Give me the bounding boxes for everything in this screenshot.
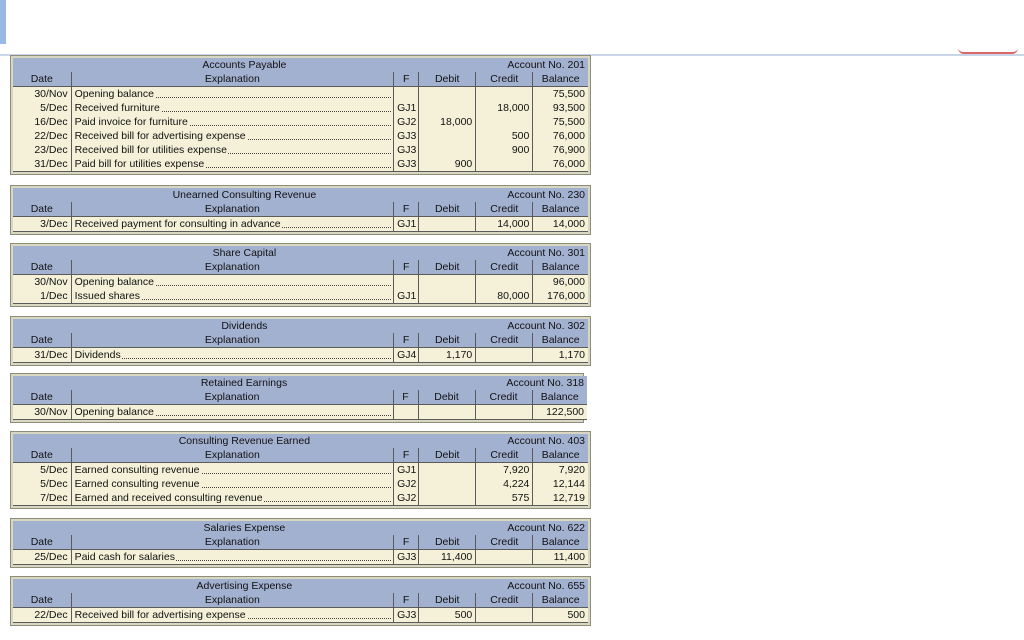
folio-cell	[393, 405, 418, 420]
explanation-text: Earned and received consulting revenue	[74, 492, 263, 504]
column-header-date: Date	[13, 72, 71, 87]
column-header-date: Date	[13, 202, 71, 217]
ledger-row	[13, 275, 588, 290]
column-header-balance: Balance	[533, 593, 588, 608]
ledger-row	[13, 348, 588, 363]
explanation-cell	[71, 405, 393, 420]
credit-cell: 900	[476, 143, 533, 157]
balance-cell: 1,170	[533, 348, 588, 363]
explanation-text: Paid invoice for furniture	[74, 116, 188, 128]
balance-cell: 12,144	[552, 478, 585, 490]
balance-cell: 75,500	[552, 116, 585, 128]
explanation-cell	[71, 348, 394, 363]
explanation-cell	[71, 143, 394, 157]
date-cell: 23/Dec	[13, 143, 71, 157]
balance-cell: 176,000	[533, 289, 588, 304]
explanation-text: Received bill for advertising expense	[74, 130, 246, 142]
balance-cell: 122,500	[532, 405, 587, 420]
date-cell: 7/Dec	[13, 491, 71, 506]
column-header-date: Date	[13, 333, 71, 348]
folio-cell: GJ3	[394, 608, 419, 623]
date-cell: 5/Dec	[13, 477, 71, 491]
column-header-explanation: Explanation	[71, 202, 394, 217]
explanation-cell	[71, 87, 394, 102]
folio-cell: GJ2	[394, 115, 419, 129]
folio-cell: GJ4	[394, 348, 419, 363]
explanation-cell	[71, 491, 394, 506]
ledger-title: Salaries Expense	[13, 521, 476, 535]
debit-cell	[418, 405, 475, 420]
column-header-debit: Debit	[419, 333, 476, 348]
explanation-cell	[71, 217, 394, 232]
credit-cell	[476, 348, 533, 363]
column-header-f: F	[393, 390, 418, 405]
credit-cell	[476, 608, 533, 623]
folio-cell: GJ3	[394, 143, 419, 157]
ledger-row	[13, 491, 588, 506]
debit-cell	[419, 275, 476, 290]
explanation-cell	[71, 608, 394, 623]
account-number: Account No. 302	[476, 319, 588, 333]
explanation-text: Received bill for utilities expense	[74, 144, 227, 156]
column-header-date: Date	[13, 448, 71, 463]
date-cell: 30/Nov	[13, 405, 71, 420]
date-cell: 31/Dec	[13, 348, 71, 363]
column-header-explanation: Explanation	[71, 448, 394, 463]
ledger-row	[13, 129, 588, 143]
ledger-consulting-revenue-earned	[10, 431, 591, 509]
date-cell: 25/Dec	[13, 550, 71, 565]
column-header-debit: Debit	[419, 202, 476, 217]
column-header-credit: Credit	[475, 390, 532, 405]
date-cell: 5/Dec	[13, 463, 71, 478]
credit-cell	[476, 87, 533, 102]
folio-cell: GJ1	[394, 463, 419, 478]
folio-cell	[394, 87, 419, 102]
column-header-debit: Debit	[418, 390, 475, 405]
account-number: Account No. 201	[476, 58, 588, 72]
ledger-row	[13, 217, 588, 232]
explanation-text: Earned consulting revenue	[74, 464, 200, 476]
column-header-balance: Balance	[533, 333, 588, 348]
debit-cell: 900	[419, 157, 476, 172]
ledger-row	[13, 87, 588, 102]
date-cell: 22/Dec	[13, 129, 71, 143]
ledger-row	[13, 101, 588, 115]
column-header-explanation: Explanation	[71, 333, 394, 348]
ledger-row	[13, 463, 588, 478]
account-number: Account No. 230	[476, 188, 588, 202]
column-header-credit: Credit	[476, 333, 533, 348]
column-header-credit: Credit	[476, 72, 533, 87]
ledger-row	[13, 608, 588, 623]
ledger-accounts-payable	[10, 55, 591, 175]
column-header-explanation: Explanation	[71, 535, 394, 550]
debit-cell	[419, 143, 476, 157]
column-header-balance: Balance	[533, 202, 588, 217]
column-header-explanation: Explanation	[71, 390, 393, 405]
debit-cell	[419, 463, 476, 478]
date-cell: 16/Dec	[13, 115, 71, 129]
column-header-explanation: Explanation	[71, 593, 394, 608]
balance-cell: 12,719	[533, 491, 588, 506]
column-header-debit: Debit	[419, 72, 476, 87]
balance-cell: 14,000	[533, 217, 588, 232]
column-header-debit: Debit	[419, 448, 476, 463]
ledger-row	[13, 289, 588, 304]
balance-cell: 93,500	[552, 102, 585, 114]
date-cell: 22/Dec	[13, 608, 71, 623]
credit-cell	[475, 405, 532, 420]
ledger-table	[13, 188, 588, 232]
column-header-date: Date	[13, 593, 71, 608]
debit-cell: 500	[419, 608, 476, 623]
explanation-cell	[71, 129, 394, 143]
column-header-date: Date	[13, 535, 71, 550]
column-header-explanation: Explanation	[71, 260, 394, 275]
date-cell: 30/Nov	[13, 275, 71, 290]
balance-cell: 75,500	[552, 88, 585, 100]
account-number: Account No. 622	[476, 521, 588, 535]
balance-cell: 7,920	[558, 464, 585, 476]
ledger-table	[13, 246, 588, 304]
debit-cell	[419, 491, 476, 506]
explanation-text: Received furniture	[74, 102, 160, 114]
ledger-table	[13, 521, 588, 565]
explanation-text: Paid bill for utilities expense	[74, 158, 205, 170]
credit-cell: 7,920	[476, 463, 533, 478]
folio-cell: GJ3	[394, 550, 419, 565]
ledger-table	[13, 579, 588, 623]
column-header-explanation: Explanation	[71, 72, 394, 87]
explanation-cell	[71, 275, 394, 290]
credit-cell: 575	[476, 491, 533, 506]
explanation-cell	[71, 115, 394, 129]
credit-cell: 4,224	[476, 477, 533, 491]
ledger-title: Unearned Consulting Revenue	[13, 188, 476, 202]
debit-cell: 1,170	[419, 348, 476, 363]
explanation-text: Opening balance	[74, 88, 154, 100]
column-header-debit: Debit	[419, 593, 476, 608]
explanation-text: Opening balance	[74, 406, 154, 418]
balance-cell: 11,400	[533, 550, 588, 565]
credit-cell: 14,000	[476, 217, 533, 232]
ledger-unearned-consulting-revenue	[10, 185, 591, 235]
column-header-f: F	[394, 260, 419, 275]
credit-cell: 80,000	[476, 289, 533, 304]
date-cell: 31/Dec	[13, 157, 71, 172]
explanation-text: Paid cash for salaries	[74, 551, 175, 563]
credit-cell	[476, 275, 533, 290]
debit-cell: 18,000	[419, 115, 476, 129]
folio-cell: GJ2	[394, 477, 419, 491]
folio-cell: GJ2	[394, 491, 419, 506]
balance-cell: 76,000	[552, 130, 585, 142]
explanation-cell	[71, 157, 394, 172]
ledger-table	[13, 58, 588, 172]
date-cell: 30/Nov	[13, 87, 71, 102]
folio-cell: GJ1	[394, 101, 419, 115]
explanation-cell	[71, 101, 394, 115]
account-number: Account No. 655	[476, 579, 588, 593]
ledger-advertising-expense	[10, 576, 591, 626]
column-header-credit: Credit	[476, 202, 533, 217]
explanation-text: Dividends	[74, 349, 121, 361]
column-header-f: F	[394, 448, 419, 463]
debit-cell	[419, 87, 476, 102]
ledger-table	[13, 376, 587, 420]
ledger-row	[13, 405, 587, 420]
ledger-row	[13, 143, 588, 157]
column-header-f: F	[394, 202, 419, 217]
column-header-date: Date	[13, 390, 71, 405]
ledger-row	[13, 550, 588, 565]
folio-cell: GJ3	[394, 157, 419, 172]
credit-cell	[476, 550, 533, 565]
column-header-balance: Balance	[532, 390, 587, 405]
balance-cell: 500	[533, 608, 588, 623]
ledger-table	[13, 319, 588, 363]
column-header-f: F	[394, 535, 419, 550]
column-header-f: F	[394, 593, 419, 608]
ledger-title: Dividends	[13, 319, 476, 333]
top-bar	[0, 0, 1024, 56]
tab-indicator	[958, 44, 1018, 54]
debit-cell	[419, 101, 476, 115]
ledger-row	[13, 115, 588, 129]
folio-cell: GJ1	[394, 217, 419, 232]
explanation-text: Received payment for consulting in advance	[74, 218, 281, 230]
credit-cell	[476, 157, 533, 172]
ledger-salaries-expense	[10, 518, 591, 568]
debit-cell: 11,400	[419, 550, 476, 565]
debit-cell	[419, 217, 476, 232]
balance-cell: 76,900	[552, 144, 585, 156]
ledger-title: Share Capital	[13, 246, 476, 260]
explanation-cell	[71, 477, 394, 491]
debit-cell	[419, 289, 476, 304]
ledger-table	[13, 434, 588, 506]
folio-cell	[394, 275, 419, 290]
debit-cell	[419, 477, 476, 491]
ledger-share-capital	[10, 243, 591, 307]
ledger-dividends	[10, 316, 591, 366]
column-header-credit: Credit	[476, 593, 533, 608]
folio-cell: GJ1	[394, 289, 419, 304]
explanation-text: Earned consulting revenue	[74, 478, 200, 490]
explanation-cell	[71, 463, 394, 478]
column-header-credit: Credit	[476, 448, 533, 463]
ledger-title: Consulting Revenue Earned	[13, 434, 476, 448]
explanation-text: Received bill for advertising expense	[74, 609, 246, 621]
explanation-cell	[71, 550, 394, 565]
ledger-title: Retained Earnings	[13, 376, 475, 390]
column-header-balance: Balance	[533, 535, 588, 550]
date-cell: 1/Dec	[13, 289, 71, 304]
column-header-date: Date	[13, 260, 71, 275]
column-header-credit: Credit	[476, 260, 533, 275]
ledger-title: Advertising Expense	[13, 579, 476, 593]
explanation-text: Opening balance	[74, 276, 154, 288]
column-header-balance: Balance	[533, 448, 588, 463]
ledger-row	[13, 157, 588, 172]
column-header-credit: Credit	[476, 535, 533, 550]
column-header-debit: Debit	[419, 260, 476, 275]
explanation-text: Issued shares	[74, 290, 140, 302]
column-header-f: F	[394, 72, 419, 87]
column-header-debit: Debit	[419, 535, 476, 550]
ledger-title: Accounts Payable	[13, 58, 476, 72]
ledger-row	[13, 477, 588, 491]
credit-cell	[476, 115, 533, 129]
folio-cell: GJ3	[394, 129, 419, 143]
explanation-cell	[71, 289, 394, 304]
date-cell: 5/Dec	[13, 101, 71, 115]
column-header-f: F	[394, 333, 419, 348]
account-number: Account No. 318	[475, 376, 587, 390]
credit-cell: 500	[476, 129, 533, 143]
ledger-retained-earnings	[10, 373, 584, 423]
credit-cell: 18,000	[476, 101, 533, 115]
column-header-balance: Balance	[533, 260, 588, 275]
account-number: Account No. 301	[476, 246, 588, 260]
balance-cell: 96,000	[552, 276, 585, 288]
window-accent	[0, 0, 6, 44]
account-number: Account No. 403	[476, 434, 588, 448]
column-header-balance: Balance	[533, 72, 588, 87]
debit-cell	[419, 129, 476, 143]
date-cell: 3/Dec	[13, 217, 71, 232]
balance-cell: 76,000	[533, 157, 588, 172]
